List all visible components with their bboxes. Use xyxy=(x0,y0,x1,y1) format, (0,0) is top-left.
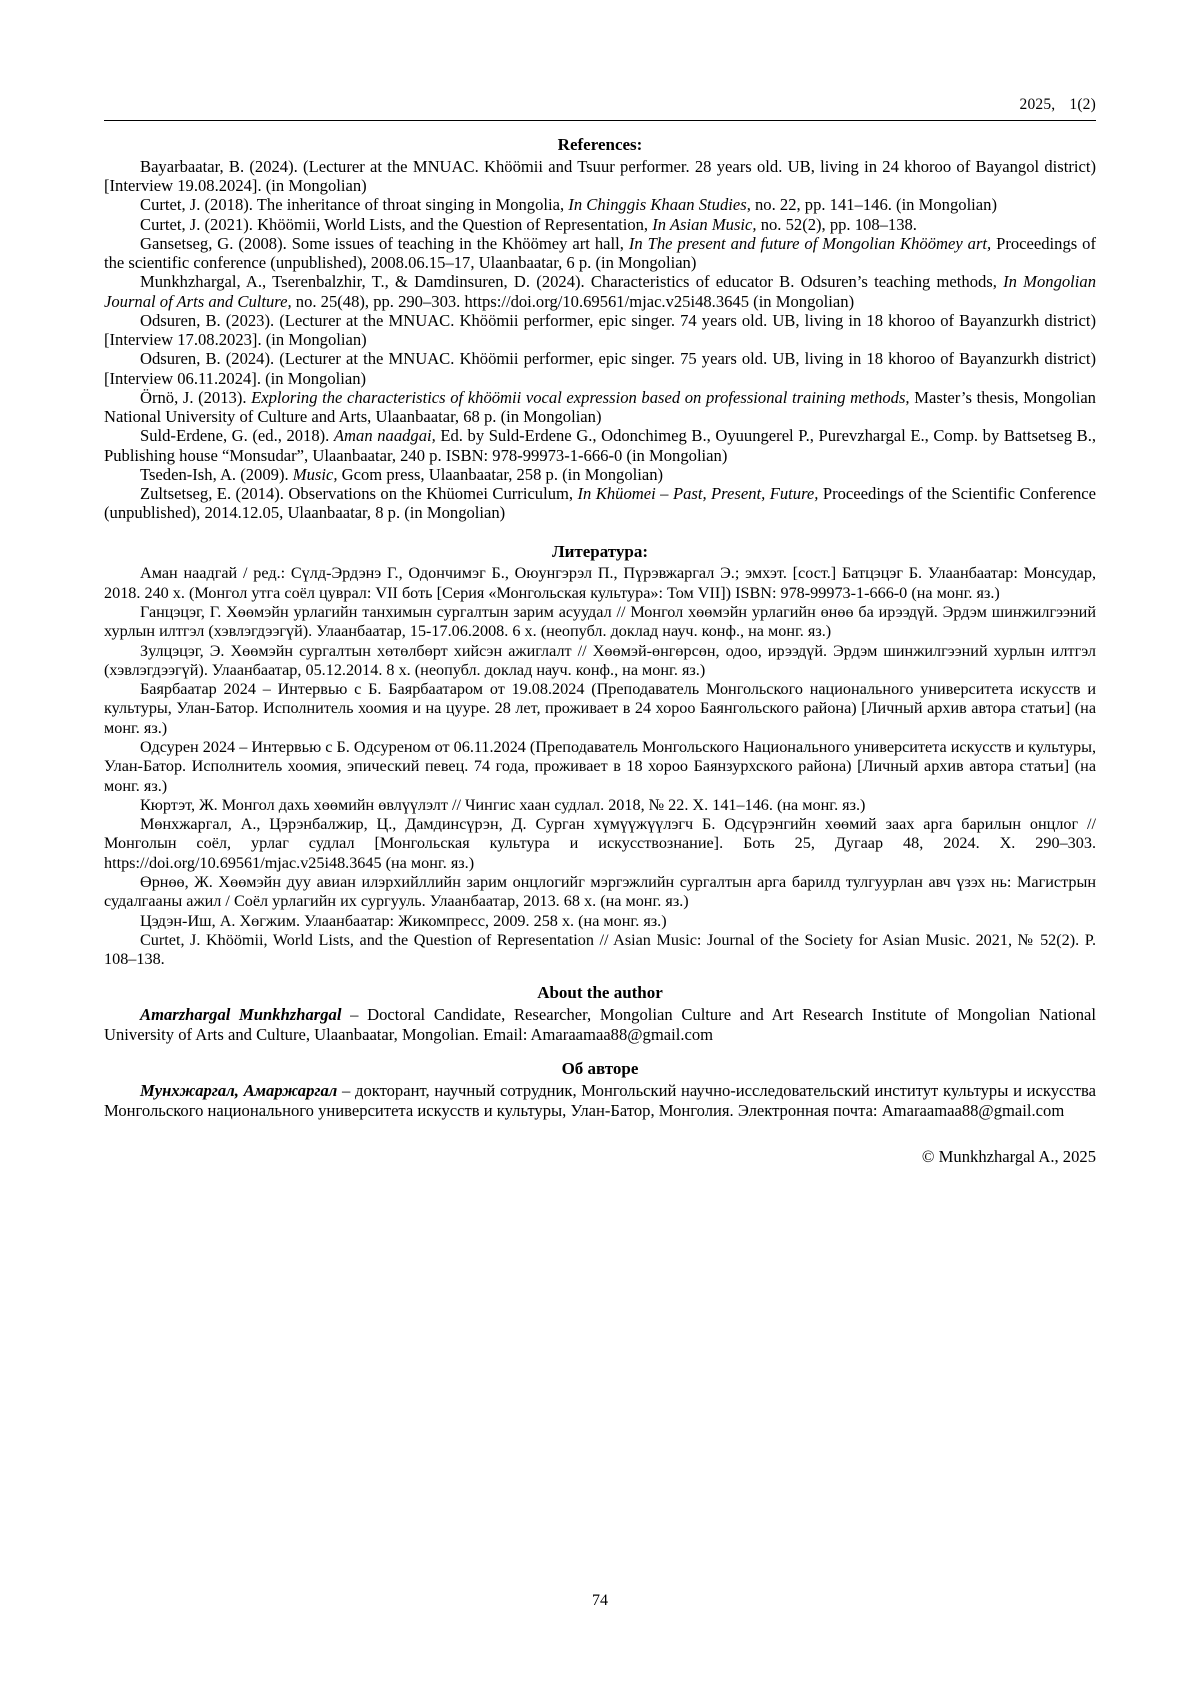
author-details-ru: – докторант, научный сотрудник, Монгольский научно-исследовательский институт культуры и искусства Монгольского национального университета искусств и культуры, Улан-Батор, Монголия. Электронная почта: Amaraamaa88@gmail.com xyxy=(104,1081,1096,1121)
literatura-entry: Зулцэцэг, Э. Хөөмэйн сургалтын хөтөлбөрт хийсэн ажиглалт // Хөөмэй-өнгөрсөн, одоо, ирээдүй. Эрдэм шинжилгээний хурлын илтгэл (хэвлэгдээгүй). Улаанбаатар, 05.12.2014. 8 х. (неопубл. доклад науч. конф., на монг. яз.) xyxy=(104,641,1096,679)
references-title: References: xyxy=(557,135,643,154)
ref-post: Gcom press, Ulaanbaatar, 258 p. (in Mongolian) xyxy=(337,464,664,484)
ref-italic: In Chinggis Khaan Studies xyxy=(568,195,747,215)
ref-post: Proceedings of the scientific conference (unpublished), 2008.06.15–17, Ulaanbaatar, 6 p. (in Mongolian) xyxy=(104,233,1096,273)
author-name-ru: Мунхжаргал, Амаржаргал xyxy=(140,1081,338,1101)
reference-entry xyxy=(104,272,1096,310)
header-year: 2025, xyxy=(1019,96,1056,113)
page-number: 74 xyxy=(592,1592,608,1609)
ref-pre: Munkhzhargal, A., Tserenbalzhir, T., & Damdinsuren, D. (2024). Characteristics of educator B. Odsuren’s teaching methods, xyxy=(140,272,1004,292)
literatura-title: Литература: xyxy=(551,542,649,562)
literatura-entry: Ганцэцэг, Г. Хөөмэйн урлагийн танхимын сургалтын зарим асуудал // Монгол хөөмэйн урлагийн өнөө ба ирээдүй. Эрдэм шинжилгээний хурлын илтгэл (хэвлэгдээгүй). Улаанбаатар, 15-17.06.2008. 6 х. (неопубл. доклад науч. конф., на монг. яз.) xyxy=(104,603,1096,641)
reference-entry xyxy=(104,311,1096,349)
ref-italic: In The present and future of Mongolian Khöömey art, xyxy=(628,233,992,253)
ref-pre: Gansetseg, G. (2008). Some issues of teaching in the Khöömey art hall, xyxy=(140,233,629,253)
about-author-text xyxy=(104,1005,1096,1045)
reference-entry xyxy=(104,157,1096,195)
ref-pre: Curtet, J. (2018). The inheritance of throat singing in Mongolia, xyxy=(140,195,569,215)
reference-entry xyxy=(104,234,1096,272)
ref-post: Proceedings of the Scientific Conference (unpublished), 2014.12.05, Ulaanbaatar, 8 p. (in Mongolian) xyxy=(104,483,1096,523)
spacer xyxy=(104,1045,1096,1059)
ref-italic: In Asian Music, xyxy=(652,214,757,234)
literatura-entry: Өрнөө, Ж. Хөөмэйн дуу авиан илэрхийллийн зарим онцлогийг мэргэжлийн сургалтын арга барилд тулгуурлан авч үзэх нь: Магистрын судалгааны ажил / Соёл урлагийн их сургууль. Улаанбаатар, 2013. 68 х. (на монг. яз.) xyxy=(104,872,1096,911)
reference-entry xyxy=(104,465,1096,484)
literatura-entry: Цэдэн-Иш, А. Хөгжим. Улаанбаатар: Жикомпресс, 2009. 258 х. (на монг. яз.) xyxy=(140,911,667,930)
ref-italic: In Khüomei – Past, Present, Future, xyxy=(577,483,819,503)
spacer xyxy=(104,969,1096,983)
author-name-en: Amarzhargal Munkhzhargal xyxy=(140,1005,342,1025)
reference-entry xyxy=(104,484,1096,522)
ref-pre: Odsuren, B. (2024). (Lecturer at the MNUAC. Khöömii performer, epic singer. 75 years old. UB, living in 18 khoroo of Bayanzurkh district) [Interview 06.11.2024]. (in Mongolian) xyxy=(104,349,1096,388)
ref-pre: Curtet, J. (2021). Khöömii, World Lists, and the Question of Representation, xyxy=(140,214,653,234)
about-author-title: About the author xyxy=(537,983,663,1003)
ref-post: Master’s thesis, Mongolian National University of Culture and Arts, Ulaanbaatar, 68 p. (in Mongolian) xyxy=(104,387,1096,427)
header-issue: 1(2) xyxy=(1069,96,1096,113)
ref-pre: Zultsetseg, E. (2014). Observations on the Khüomei Curriculum, xyxy=(140,483,578,503)
reference-entry xyxy=(104,215,1096,234)
ref-pre: Suld-Erdene, G. (ed., 2018). xyxy=(140,426,334,446)
ref-pre: Bayarbaatar, B. (2024). (Lecturer at the MNUAC. Khöömii and Tsuur performer. 28 years old. UB, living in 24 khoroo of Bayangol district) [Interview 19.08.2024]. (in Mongolian) xyxy=(104,157,1096,196)
literatura-entry: Кюртэт, Ж. Монгол дахь хөөмийн өвлүүлэлт // Чингис хаан судлал. 2018, № 22. Х. 141–146. (на монг. яз.) xyxy=(140,795,866,814)
spacer xyxy=(104,522,1096,536)
ref-italic: Aman naadgai, xyxy=(333,426,436,446)
ref-post: no. 25(48), pp. 290–303. https://doi.org/10.69561/mjac.v25i48.3645 (in Mongolian) xyxy=(291,291,855,311)
ob-avtore-text xyxy=(104,1081,1096,1121)
author-details-en: – Doctoral Candidate, Researcher, Mongolian Culture and Art Research Institute of Mongolian National University of Arts and Culture, Ulaanbaatar, Mongolian. Email: Amaraamaa88@gmail.com xyxy=(104,1005,1097,1045)
reference-entry xyxy=(104,195,1096,214)
ref-post: Ed. by Suld-Erdene G., Odonchimeg B., Oyuungerel P., Purevzhargal E., Comp. by Battsetseg B., Publishing house “Monsudar”, Ulaanbaatar, 240 p. ISBN: 978-99973-1-666-0 (in Mongolian) xyxy=(104,426,1096,465)
literatura-entry: Баярбаатар 2024 – Интервью с Б. Баярбаатаром от 19.08.2024 (Преподаватель Монгольского национального университета искусств и культуры, Улан-Батор. Исполнитель хоомия и на цууре. 28 лет, проживает в 24 хороо Баянгольского района) [Личный архив автора статьи] (на монг. яз.) xyxy=(104,680,1096,737)
ref-italic: Music, xyxy=(292,464,338,484)
page-header xyxy=(104,96,1096,120)
copyright-line: © Munkhzhargal A., 2025 xyxy=(921,1146,1096,1166)
reference-entry xyxy=(104,349,1096,387)
ref-pre: Tseden-Ish, A. (2009). xyxy=(140,464,293,484)
ref-post: , no. 22, pp. 141–146. (in Mongolian) xyxy=(746,195,997,215)
literatura-entry: Одсурен 2024 – Интервью с Б. Одсуреном от 06.11.2024 (Преподаватель Монгольского Национального университета искусств и культуры, Улан-Батор. Исполнитель хоомия, эпический певец. 74 года, проживает в 18 хороо Баянзурхского района) [Личный архив автора статьи] (на монг. яз.) xyxy=(104,737,1096,795)
reference-entry xyxy=(104,388,1096,426)
literatura-entry: Curtet, J. Khöömii, World Lists, and the Question of Representation // Asian Music: Journal of the Society for Asian Music. 2021, № 52(2). P. 108–138. xyxy=(104,930,1096,969)
literatura-entry: Аман наадгай / ред.: Сүлд-Эрдэнэ Г., Одончимэг Б., Оюунгэрэл П., Пүрэвжаргал Э.; эмхэт. [сост.] Батцэцэг Б. Улаанбаатар: Монсудар, 2018. 240 х. (Монгол утга соёл цуврал: VII боть [Серия «Монгольская культура»: Том VII]) ISBN: 978-99973-1-666-0 (на монг. яз.) xyxy=(104,564,1096,602)
literatura-entry: Мөнхжаргал, А., Цэрэнбалжир, Ц., Дамдинсүрэн, Д. Сурган хүмүүжүүлэгч Б. Одсүрэнгийн хөөмий заах арга барилын онцлог // Монголын соёл, урлаг судлал [Монгольская культура и искусствознание]. Боть 25, Дугаар 48, 2024. Х. 290–303. https://doi.org/10.69561/mjac.v25i48.3645 (на монг. яз.) xyxy=(104,815,1096,872)
ref-pre: Örnö, J. (2013). xyxy=(140,387,252,407)
header-rule xyxy=(104,120,1096,121)
ref-post: no. 52(2), pp. 108–138. xyxy=(756,214,917,234)
ref-italic: Exploring the characteristics of khöömii vocal expression based on professional training methods, xyxy=(251,387,910,407)
ob-avtore-title: Об авторе xyxy=(561,1059,639,1079)
ref-italic: In Mongolian Journal of Arts and Culture, xyxy=(104,272,1096,311)
reference-entry xyxy=(104,426,1096,464)
ref-pre: Odsuren, B. (2023). (Lecturer at the MNUAC. Khöömii performer, epic singer. 74 years old. UB, living in 18 khoroo of Bayanzurkh district) [Interview 17.08.2023]. (in Mongolian) xyxy=(104,310,1096,350)
